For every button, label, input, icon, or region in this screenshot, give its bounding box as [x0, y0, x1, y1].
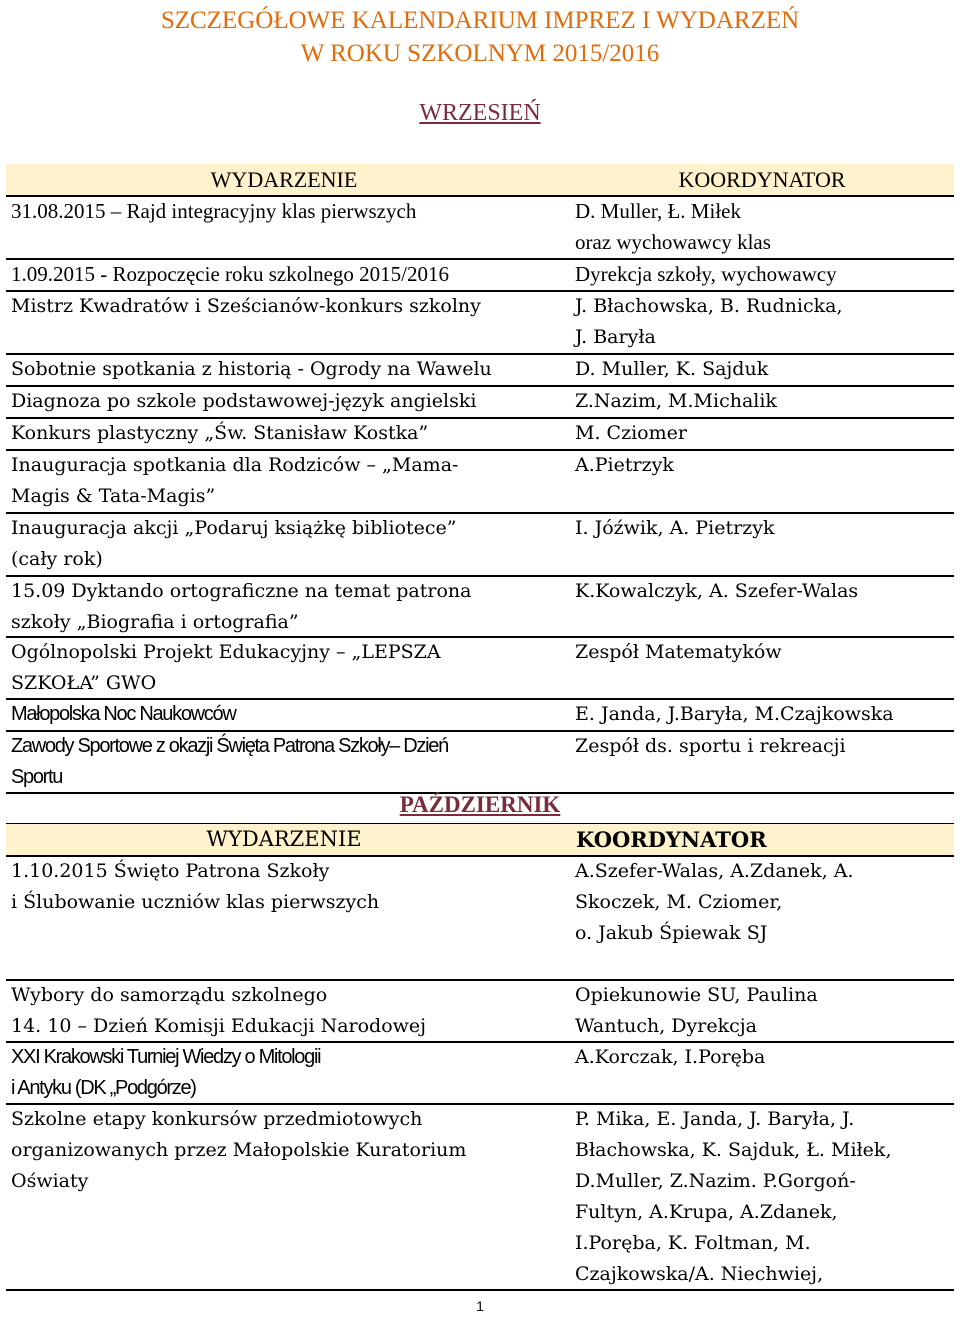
month-heading-pazdziernik: PAŹDZIERNIK	[399, 792, 561, 817]
month-heading-wrzesien: WRZESIEŃ	[419, 100, 541, 126]
event-cell: Szkolne etapy konkursów przedmiotowych organizowanych przez Małopolskie Kuratorium Oświaty	[11, 1108, 467, 1192]
coordinator-cell: J. Błachowska, B. Rudnicka, J. Baryła	[575, 295, 843, 348]
coordinator-cell: D. Muller, K. Sajduk	[575, 358, 769, 380]
event-cell: 15.09 Dyktando ortograficzne na temat patrona szkoły „Biografia i ortografia”	[11, 580, 472, 633]
event-cell: Małopolska Noc Naukowców	[11, 703, 236, 725]
coordinator-cell: Dyrekcja szkoły, wychowawcy	[575, 262, 837, 286]
event-cell: Diagnoza po szkole podstawowej-język angielski	[11, 390, 477, 412]
title-line-2: W ROKU SZKOLNYM 2015/2016	[300, 40, 660, 67]
event-cell: Ogólnopolski Projekt Edukacyjny – „LEPSZA SZKOŁA” GWO	[11, 641, 441, 694]
event-cell: Zawody Sportowe z okazji Święta Patrona Szkoły– Dzień Sportu	[11, 735, 448, 788]
page-number: 1	[476, 1298, 484, 1314]
document-title	[0, 4, 960, 70]
coordinator-cell: A.Szefer-Walas, A.Zdanek, A. Skoczek, M. Cziomer, o. Jakub Śpiewak SJ	[575, 860, 854, 944]
event-cell: Inauguracja akcji „Podaruj książkę bibliotece” (cały rok)	[11, 517, 457, 570]
coordinator-cell: Zespół Matematyków	[575, 641, 782, 663]
event-cell: Wybory do samorządu szkolnego 14. 10 – Dzień Komisji Edukacji Narodowej	[11, 984, 427, 1037]
event-cell: 31.08.2015 – Rajd integracyjny klas pierwszych	[11, 199, 417, 223]
header-event: WYDARZENIE	[210, 167, 358, 192]
coordinator-cell: K.Kowalczyk, A. Szefer-Walas	[575, 580, 859, 602]
event-cell: 1.09.2015 - Rozpoczęcie roku szkolnego 2015/2016	[11, 262, 449, 286]
coordinator-cell: Zespół ds. sportu i rekreacji	[575, 735, 846, 757]
coordinator-cell: Z.Nazim, M.Michalik	[575, 390, 777, 412]
row-divider	[6, 1289, 954, 1291]
event-cell: Mistrz Kwadratów i Sześcianów-konkurs szkolny	[11, 295, 481, 317]
coordinator-cell: E. Janda, J.Baryła, M.Czajkowska	[575, 703, 894, 725]
event-cell: Konkurs plastyczny „Św. Stanisław Kostka”	[11, 422, 429, 444]
table-header-row	[6, 164, 954, 195]
header-coordinator: KOORDYNATOR	[678, 167, 846, 192]
event-cell: 1.10.2015 Święto Patrona Szkoły i Ślubowanie uczniów klas pierwszych	[11, 860, 380, 913]
coordinator-cell: M. Cziomer	[575, 422, 687, 444]
coordinator-cell: P. Mika, E. Janda, J. Baryła, J. Błachowska, K. Sajduk, Ł. Miłek, D.Muller, Z.Nazim. P.Gorgoń- Fultyn, A.Krupa, A.Zdanek, I.Poręba, K. Foltman, M. Czajkowska/A. Niechwiej,	[575, 1108, 892, 1285]
event-cell: Sobotnie spotkania z historią - Ogrody na Wawelu	[11, 358, 492, 380]
coordinator-cell: I. Jóźwik, A. Pietrzyk	[575, 517, 775, 539]
event-cell: XXI Krakowski Turniej Wiedzy o Mitologii i Antyku (DK „Podgórze)	[11, 1046, 321, 1099]
coordinator-cell: Opiekunowie SU, Paulina Wantuch, Dyrekcja	[575, 984, 818, 1037]
header-coordinator: KOORDYNATOR	[576, 827, 767, 852]
coordinator-cell: A.Pietrzyk	[575, 454, 674, 476]
table-header-row	[6, 824, 954, 855]
header-event: WYDARZENIE	[206, 827, 362, 851]
title-line-1: SZCZEGÓŁOWE KALENDARIUM IMPREZ I WYDARZEŃ	[160, 7, 800, 34]
coordinator-cell: D. Muller, Ł. Miłek oraz wychowawcy klas	[575, 199, 771, 254]
event-cell: Inauguracja spotkania dla Rodziców – „Mama- Magis & Tata-Magis”	[11, 454, 459, 507]
coordinator-cell: A.Korczak, I.Poręba	[575, 1046, 766, 1068]
